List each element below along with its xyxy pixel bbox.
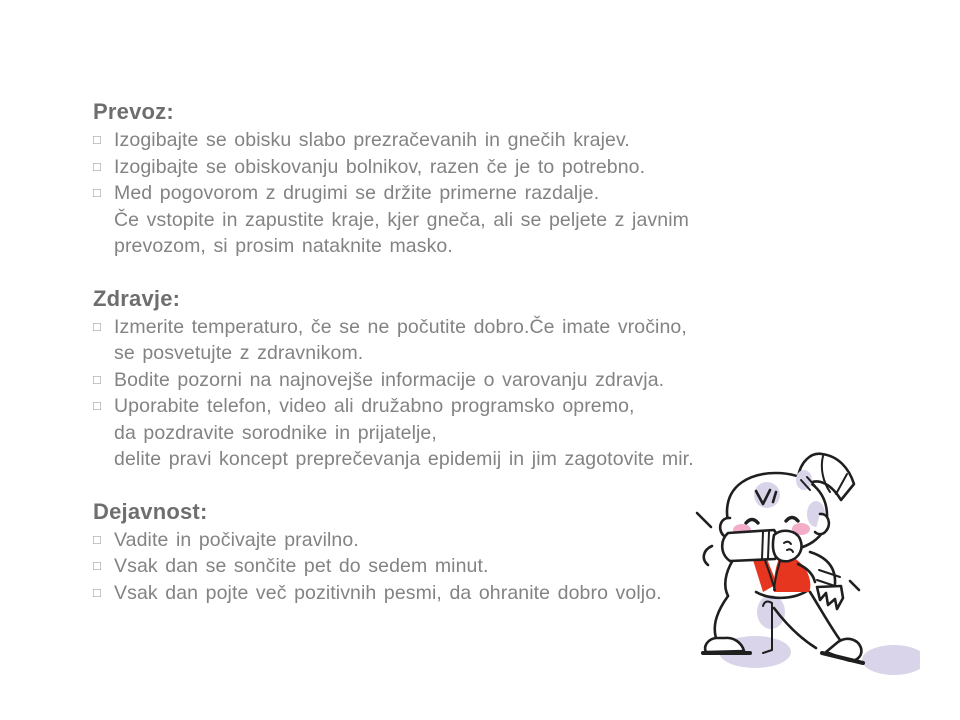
- list-item: [93, 180, 783, 207]
- checkbox-bullet-icon: □: [93, 318, 101, 334]
- checkbox-bullet-icon: □: [93, 398, 101, 413]
- list-item: [93, 314, 783, 341]
- list-item-text: se posvetujte z zdravnikom.: [114, 342, 364, 364]
- checkbox-bullet-icon: □: [93, 158, 101, 174]
- fist: [773, 531, 802, 562]
- list-item-text: Vadite in počivajte pravilno.: [114, 528, 359, 551]
- checkbox-bullet-icon: □: [93, 371, 101, 387]
- checkbox-bullet-icon: □: [93, 584, 101, 600]
- list-item-text: Vsak dan se sončite pet do sedem minut.: [114, 555, 489, 577]
- section-title: Prevoz:: [93, 99, 174, 124]
- checkbox-bullet-icon: □: [93, 531, 101, 547]
- list-item-text: Med pogovorom z drugimi se držite primerne razdalje.: [114, 182, 600, 204]
- hand: [817, 586, 843, 609]
- list-item-text: Izmerite temperaturo, če se ne počutite dobro.Če imate vročino,: [114, 315, 687, 338]
- list-item: [93, 127, 783, 154]
- list-item-continuation: [93, 340, 783, 367]
- list-item-text: Izogibajte se obisku slabo prezračevanih in gnečih krajev.: [114, 129, 630, 151]
- list-item-text: Če vstopite in zapustite kraje, kjer gneča, ali se peljete z javnim: [114, 208, 689, 231]
- list-item-text: prevozom, si prosim nataknite masko.: [114, 235, 453, 257]
- list-item-text: Vsak dan pojte več pozitivnih pesmi, da ohranite dobro voljo.: [114, 581, 662, 604]
- list-item-continuation: [93, 233, 783, 260]
- arm-over-mouth: [722, 530, 801, 561]
- list-item-text: delite pravi koncept preprečevanja epidemij in jim zagotovite mir.: [114, 448, 694, 470]
- child-covering-mouth-illustration: [670, 440, 920, 700]
- checkbox-bullet-icon: □: [93, 558, 101, 573]
- list-item-text: da pozdravite sorodnike in prijatelje,: [114, 421, 437, 444]
- checkbox-bullet-icon: □: [93, 185, 101, 200]
- list-item-text: Bodite pozorni na najnovejše informacije o varovanju zdravja.: [114, 368, 665, 391]
- section-title: Dejavnost:: [93, 498, 208, 524]
- section-title: Zdravje:: [93, 285, 181, 311]
- list-item: [93, 393, 783, 420]
- list-item-continuation: [93, 207, 783, 234]
- list-item-text: Uporabite telefon, video ali družabno programsko opremo,: [114, 395, 635, 417]
- list-item: [93, 154, 783, 181]
- list-item-text: Izogibajte se obiskovanju bolnikov, razen če je to potrebno.: [114, 155, 646, 178]
- section-prevoz: [93, 98, 783, 260]
- list-item: [93, 367, 783, 394]
- checkbox-bullet-icon: □: [93, 132, 101, 147]
